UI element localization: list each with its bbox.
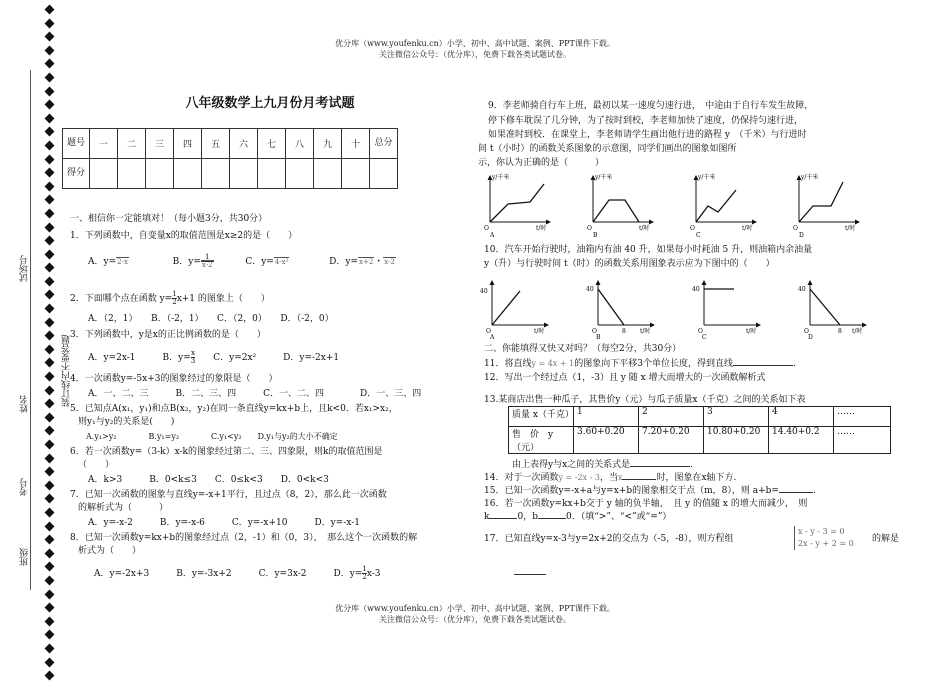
- binding-diamond: [45, 140, 55, 150]
- header-top: [0, 38, 950, 60]
- score-cell[interactable]: [342, 159, 370, 189]
- binding-diamond: [45, 276, 55, 286]
- sale-cell: 1: [574, 407, 639, 427]
- q7-options: A．y=-x-2 B．y=-x-6 C．y=-x+10 D．y=-x-1: [88, 518, 361, 528]
- q5-text-2: 则y₁与y₂的关系是( ): [78, 417, 175, 427]
- binding-diamond: [45, 385, 55, 395]
- q3-opts-b: C．y=2x² D．y=-2x+1: [195, 353, 340, 363]
- header-bottom: [0, 603, 950, 625]
- q10-c-40: 40: [692, 286, 700, 293]
- q14-a: 14．对于一次函数: [484, 473, 559, 483]
- binding-diamond: [45, 32, 55, 42]
- q14-mid: ，当: [599, 473, 618, 483]
- section2-heading: 二、你能填得又快又对吗？（每空2分，共30分）: [484, 344, 682, 354]
- q1-frac-b-den: x-2: [201, 261, 213, 269]
- score-cell[interactable]: [202, 159, 230, 189]
- score-table: [62, 128, 398, 189]
- binding-diamond: [45, 263, 55, 273]
- score-col-header: 七: [258, 129, 286, 159]
- binding-diamond: [45, 643, 55, 653]
- sale-cell: 4: [769, 407, 834, 427]
- q8-frac-num: 1: [362, 565, 367, 573]
- q1-opt-b: B．y=: [172, 257, 201, 267]
- q1-opt-a: A．y=: [88, 257, 117, 267]
- q9-c-letter: C: [696, 232, 701, 238]
- q11-a: 11．将直线: [484, 359, 532, 369]
- binding-diamond: [45, 181, 55, 191]
- q10-graph-b[interactable]: [586, 281, 654, 339]
- side-label-exam-number: 考号: [20, 478, 30, 496]
- header-line-2: 关注微信公众号：（优分库），免费下载各类试题试卷。: [379, 50, 571, 59]
- q7-text-1: 7．已知一次函数的图象与直线y=-x+1平行，且过点（8，2），那么此一次函数: [70, 490, 387, 500]
- q11-b: 的图象向下平移3个单位长度，得到直线: [574, 359, 733, 369]
- q15-answer-blank[interactable]: [779, 492, 813, 493]
- q1-opt-d: D．y=: [329, 257, 359, 267]
- binding-diamond: [45, 208, 55, 218]
- q10-c-xlabel: t/时: [746, 328, 757, 335]
- q16-tail: 0．（填“>”、“<”或“=”）: [565, 512, 672, 522]
- binding-diamond: [45, 508, 55, 518]
- sale-cell: 14.40+0.2: [769, 427, 834, 454]
- q9-graph-d[interactable]: [793, 173, 859, 238]
- score-cell[interactable]: [286, 159, 314, 189]
- q16-b: 0，b: [517, 512, 538, 522]
- q10-a-xlabel: t/时: [534, 328, 545, 335]
- binding-diamond: [45, 358, 55, 368]
- binding-diamond: [45, 671, 55, 681]
- score-cell[interactable]: [230, 159, 258, 189]
- q1-frac-b-num: 1: [201, 254, 214, 262]
- binding-diamonds: [44, 6, 56, 686]
- q10-d-letter: D: [808, 334, 813, 339]
- binding-diamond: [45, 113, 55, 123]
- q14-answer-blank[interactable]: [622, 479, 656, 480]
- q10-d-xlabel: t/时: [852, 328, 863, 335]
- score-col-header: 一: [90, 129, 118, 159]
- binding-diamond: [45, 290, 55, 300]
- q10-graph-a[interactable]: [480, 281, 548, 339]
- binding-diamond: [45, 548, 55, 558]
- binding-diamond: [45, 521, 55, 531]
- q9-d-xlabel: t/时: [845, 225, 856, 232]
- q10-c-origin: O: [698, 328, 703, 335]
- q9-b-xlabel: t/时: [639, 225, 650, 232]
- q8-frac-den: 2: [362, 573, 367, 581]
- binding-diamond: [45, 589, 55, 599]
- side-label-class: 班级: [20, 548, 30, 566]
- q9-text-2: 停下修车耽误了几分钟，为了按时到校，李老师加快了速度，仍保持匀速行进，: [488, 116, 804, 126]
- sale-cell: 3: [704, 407, 769, 427]
- score-col-header: 总分: [370, 129, 398, 159]
- q3-options: [88, 350, 339, 365]
- score-cell[interactable]: [118, 159, 146, 189]
- q17-a: 17．已知直线y=x-3与y=2x+2的交点为（-5，-8），则方程组: [484, 534, 734, 544]
- q1-frac-b: [201, 254, 214, 269]
- footer-line-1: 优分库（www.youfenku.cn）小学、初中、高中试题、案例、PPT课件下载。: [335, 604, 615, 613]
- binding-diamond: [45, 467, 55, 477]
- binding-diamond: [45, 344, 55, 354]
- q12-text: 12．写出一个经过点（1，-3）且 y 随 x 增大而增大的一次函数解析式: [484, 373, 766, 383]
- q9-text-1: 9．李老师骑自行车上班，最初以某一速度匀速行进， 中途由于自行车发生故障，: [488, 101, 814, 111]
- binding-diamond: [45, 168, 55, 178]
- q17-rest: 的解是: [872, 534, 900, 544]
- q16-text-1: 16．若一次函数y=kx+b交于 y 轴的负半轴， 且 y 的值随 x 的增大而减少， 则: [484, 499, 808, 509]
- q8-options: [94, 566, 381, 581]
- q6-text-1: 6．若一次函数y=（3-k）x-k的图象经过第二、三、四象限，则k的取值范围是: [70, 447, 383, 457]
- q10-text-2: y（升）与行驶时间 t（时）的函数关系用图象表示应为下图中的（ ）: [484, 259, 775, 269]
- q7-text-2: 的解析式为（ ）: [78, 503, 169, 513]
- binding-diamond: [45, 412, 55, 422]
- binding-diamond: [45, 562, 55, 572]
- binding-diamond: [45, 100, 55, 110]
- q15-text: 15．已知一次函数y=-x+a与y=x+b的图象相交于点（m，8），则 a+b= .: [484, 486, 816, 496]
- q9-a-letter: A: [490, 232, 495, 238]
- q5-text-1: 5．已知点A(x₁，y₁)和点B(x₂，y₂)在同一条直线y=kx+b上，且k<0．若x₁>x₂，: [70, 404, 398, 414]
- sale-cell: 10.80+0.20: [704, 427, 769, 454]
- binding-diamond: [45, 616, 55, 626]
- q6-text-2: （ ）: [78, 460, 115, 470]
- q5-options: A.y₁>y₂ B.y₁=y₂ C.y₁<y₂ D.y₁与y₂的大小不确定: [86, 432, 338, 441]
- sale-row-mass: [509, 407, 891, 427]
- sale-cell: 质量 x（千克）: [509, 407, 574, 427]
- binding-diamond: [45, 304, 55, 314]
- q3-frac-num: x: [191, 349, 195, 357]
- score-table-header-row: [63, 129, 398, 159]
- sale-cell: 售 价 y（元）: [509, 427, 574, 454]
- binding-diamond: [45, 45, 55, 55]
- q2-options: A．（2，1） B．（-2，1） C．（2，0） D．（-2，0）: [88, 314, 334, 324]
- binding-diamond: [45, 236, 55, 246]
- q17-text: [484, 533, 734, 545]
- q8-tail: x-3: [366, 569, 381, 579]
- q14-b: 时，图象在x轴下方.: [656, 473, 737, 483]
- q2-text-a: 2．下面哪个点在函数 y=: [70, 294, 173, 304]
- q10-b-origin: O: [592, 328, 597, 335]
- q10-text-1: 10．汽车开始行驶时，油箱内有油 40 升，如果每小时耗油 5 升，则油箱内余油量: [484, 245, 813, 255]
- page-title: 八年级数学上九月份月考试题: [185, 96, 355, 111]
- side-label-no-answer: 装订线内不要答题: [62, 335, 72, 407]
- score-cell[interactable]: [90, 159, 118, 189]
- q13-answer-text: 由上表得y与x之间的关系式是 .: [512, 460, 694, 470]
- score-col-header: 九: [314, 129, 342, 159]
- q3-opts-a: A．y=2x-1 B．y=: [88, 353, 191, 363]
- binding-diamond: [45, 575, 55, 585]
- q10-d-8: 8: [838, 328, 842, 335]
- q17-eq-1: x - y - 3 = 0: [798, 527, 845, 536]
- score-cell[interactable]: [146, 159, 174, 189]
- q3-frac-den: 3: [190, 357, 196, 365]
- score-col-header: 六: [230, 129, 258, 159]
- header-line-1: 优分库（www.youfenku.cn）小学、初中、高中试题、案例、PPT课件下载。: [335, 39, 615, 48]
- score-cell[interactable]: [258, 159, 286, 189]
- q9-graph-c[interactable]: [690, 173, 756, 238]
- q13-answer-blank[interactable]: [630, 466, 690, 467]
- binding-diamond: [45, 426, 55, 436]
- binding-diamond: [45, 440, 55, 450]
- binding-diamond: [45, 453, 55, 463]
- q9-d-letter: D: [799, 232, 804, 238]
- side-label-name: 姓名: [20, 395, 30, 413]
- q1-text: 1．下列函数中，自变量x的取值范围是x≥2的是（ ）: [70, 231, 298, 241]
- q13-b: 由上表得y与x之间的关系式是: [512, 460, 631, 470]
- q9-a-xlabel: t/时: [536, 225, 547, 232]
- sale-cell: ……: [834, 427, 891, 454]
- q16-k: k: [484, 512, 490, 522]
- q9-b-ylabel: y/千米: [595, 174, 613, 181]
- binding-diamond: [45, 317, 55, 327]
- q15-a: 15．已知一次函数y=-x+a与y=x+b的图象相交于点（m，8），则 a+b=: [484, 486, 779, 496]
- q14-text: 14．对于一次函数y = -2x - 3，当x 时，图象在x轴下方.: [484, 473, 737, 483]
- q14-expr: y = -2x - 3: [558, 473, 600, 482]
- q13-text: 13.某商店出售一种瓜子，其售价y（元）与瓜子质量x（千克）之间的关系如下表: [484, 395, 806, 405]
- binding-diamond: [45, 494, 55, 504]
- binding-diamond: [45, 222, 55, 232]
- q9-graph-b[interactable]: [587, 173, 653, 238]
- q9-c-ylabel: y/千米: [698, 174, 716, 181]
- q16-k-blank[interactable]: [489, 518, 517, 519]
- score-col-header: 四: [174, 129, 202, 159]
- q2-frac-num: 1: [172, 290, 177, 298]
- q9-d-origin: O: [793, 225, 798, 232]
- binding-diamond: [45, 18, 55, 28]
- side-label-exam-room: 试场号: [20, 255, 30, 282]
- q4-text: 4．一次函数y=-5x+3的图象经过的象限是（ ）: [70, 374, 278, 384]
- binding-diamond: [45, 59, 55, 69]
- q1-radical-c: 4-x²: [274, 258, 289, 266]
- q10-b-letter: B: [596, 334, 601, 339]
- q9-b-letter: B: [593, 232, 598, 238]
- q10-a-40: 40: [480, 288, 488, 295]
- binding-diamond: [45, 480, 55, 490]
- sale-cell: 7.20+0.20: [639, 427, 704, 454]
- q2-text: [70, 291, 270, 306]
- q10-c-letter: C: [702, 334, 707, 339]
- q8-opts: A．y=-2x+3 B．y=-3x+2 C．y=3x-2 D．y=: [94, 569, 363, 579]
- q9-graphs: [478, 170, 878, 238]
- score-row-title: 题号: [63, 129, 90, 159]
- score-table-score-row: [63, 159, 398, 189]
- q10-a-letter: A: [490, 334, 495, 339]
- q4-options: A．一、二、三 B．二、三、四 C．一、二、四 D．一、三、四: [88, 389, 422, 399]
- binding-diamond: [45, 372, 55, 382]
- score-cell[interactable]: [370, 159, 398, 189]
- score-col-header: 二: [118, 129, 146, 159]
- q9-text-3: 如果准时到校．在课堂上，李老师请学生画出他行进的路程 y （千米）与行进时: [488, 130, 807, 140]
- q16-text-2: [484, 511, 671, 523]
- q8-text-2: 析式为（ ）: [78, 546, 142, 556]
- section1-heading: 一、相信你一定能填对！（每小题3分，共30分）: [70, 214, 268, 224]
- q10-graph-d[interactable]: [798, 281, 866, 339]
- q10-a-origin: O: [486, 328, 491, 335]
- q8-text-1: 8．已知一次函数y=kx+b的图象经过点（2，-1）和（0，3）， 那么这个一次函数的解: [70, 533, 418, 543]
- binding-line: [30, 70, 31, 590]
- score-col-header: 五: [202, 129, 230, 159]
- q2-frac-den: 2: [172, 298, 177, 306]
- sale-cell: 2: [639, 407, 704, 427]
- q10-b-xlabel: t/时: [640, 328, 651, 335]
- q9-text-5: 示，你认为正确的是（ ）: [478, 158, 605, 168]
- q9-a-origin: O: [484, 225, 489, 232]
- q17-eq-2: 2x - y + 2 = 0: [798, 539, 854, 548]
- score-col-header: 八: [286, 129, 314, 159]
- q10-b-8: 8: [622, 328, 626, 335]
- q1-radical-d2: x-2: [384, 258, 395, 266]
- q17-answer-blank[interactable]: [514, 574, 546, 575]
- q10-b-40: 40: [586, 286, 594, 293]
- binding-diamond: [45, 535, 55, 545]
- sale-row-price: [509, 427, 891, 454]
- q17-system: [794, 526, 854, 550]
- q9-d-ylabel: y/千米: [801, 174, 819, 181]
- score-cell[interactable]: [314, 159, 342, 189]
- binding-diamond: [45, 249, 55, 259]
- q9-graph-a[interactable]: [484, 173, 550, 238]
- q2-text-b: x+1 的图象上（ ）: [176, 294, 270, 304]
- q9-a-ylabel: y/千米: [492, 174, 510, 181]
- binding-diamond: [45, 5, 55, 15]
- q1-options: A．y=2-x B．y= $\frac{1}{x-2}$ C．y=4-x² D．y=x+2 · x-2: [88, 253, 395, 269]
- q9-b-origin: O: [587, 225, 592, 232]
- binding-diamond: [45, 73, 55, 83]
- q11-text: 11．将直线y = 4x + 1的图象向下平移3个单位长度，得到直线 .: [484, 359, 796, 369]
- q3-text: 3．下列函数中，y是x的正比例函数的是（ ）: [70, 330, 266, 340]
- q9-c-origin: O: [690, 225, 695, 232]
- q1-radical-a: 2-x: [117, 258, 128, 266]
- q1-opt-c: C．y=: [245, 257, 274, 267]
- binding-diamond: [45, 603, 55, 613]
- binding-diamond: [45, 399, 55, 409]
- q10-d-origin: O: [804, 328, 809, 335]
- binding-diamond: [45, 86, 55, 96]
- q1-radical-d1: x+2: [359, 258, 374, 266]
- q16-b-blank[interactable]: [538, 518, 566, 519]
- score-cell[interactable]: [174, 159, 202, 189]
- binding-diamond: [45, 657, 55, 667]
- q11-expr: y = 4x + 1: [531, 359, 575, 368]
- score-col-header: 三: [146, 129, 174, 159]
- q6-options: A．k>3 B．0<k≤3 C．0≤k<3 D．0<k<3: [88, 475, 329, 485]
- q10-graphs: [478, 275, 878, 339]
- binding-diamond: [45, 331, 55, 341]
- binding-diamond: [45, 154, 55, 164]
- q10-d-40: 40: [798, 286, 806, 293]
- sale-cell: ……: [834, 407, 891, 427]
- score-row-label: 得分: [63, 159, 90, 189]
- q11-answer-blank[interactable]: [733, 365, 793, 366]
- score-col-header: 十: [342, 129, 370, 159]
- binding-diamond: [45, 127, 55, 137]
- sale-cell: 3.60+0.20: [574, 427, 639, 454]
- binding-diamond: [45, 630, 55, 640]
- binding-diamond: [45, 195, 55, 205]
- footer-line-2: 关注微信公众号：（优分库），免费下载各类试题试卷。: [379, 615, 571, 624]
- sale-table: [508, 406, 891, 454]
- q9-c-xlabel: t/时: [742, 225, 753, 232]
- q10-graph-c[interactable]: [692, 281, 760, 339]
- q9-text-4: 间 t（小时）的函数关系图象的示意图，同学们画出的图象如图所: [478, 144, 737, 154]
